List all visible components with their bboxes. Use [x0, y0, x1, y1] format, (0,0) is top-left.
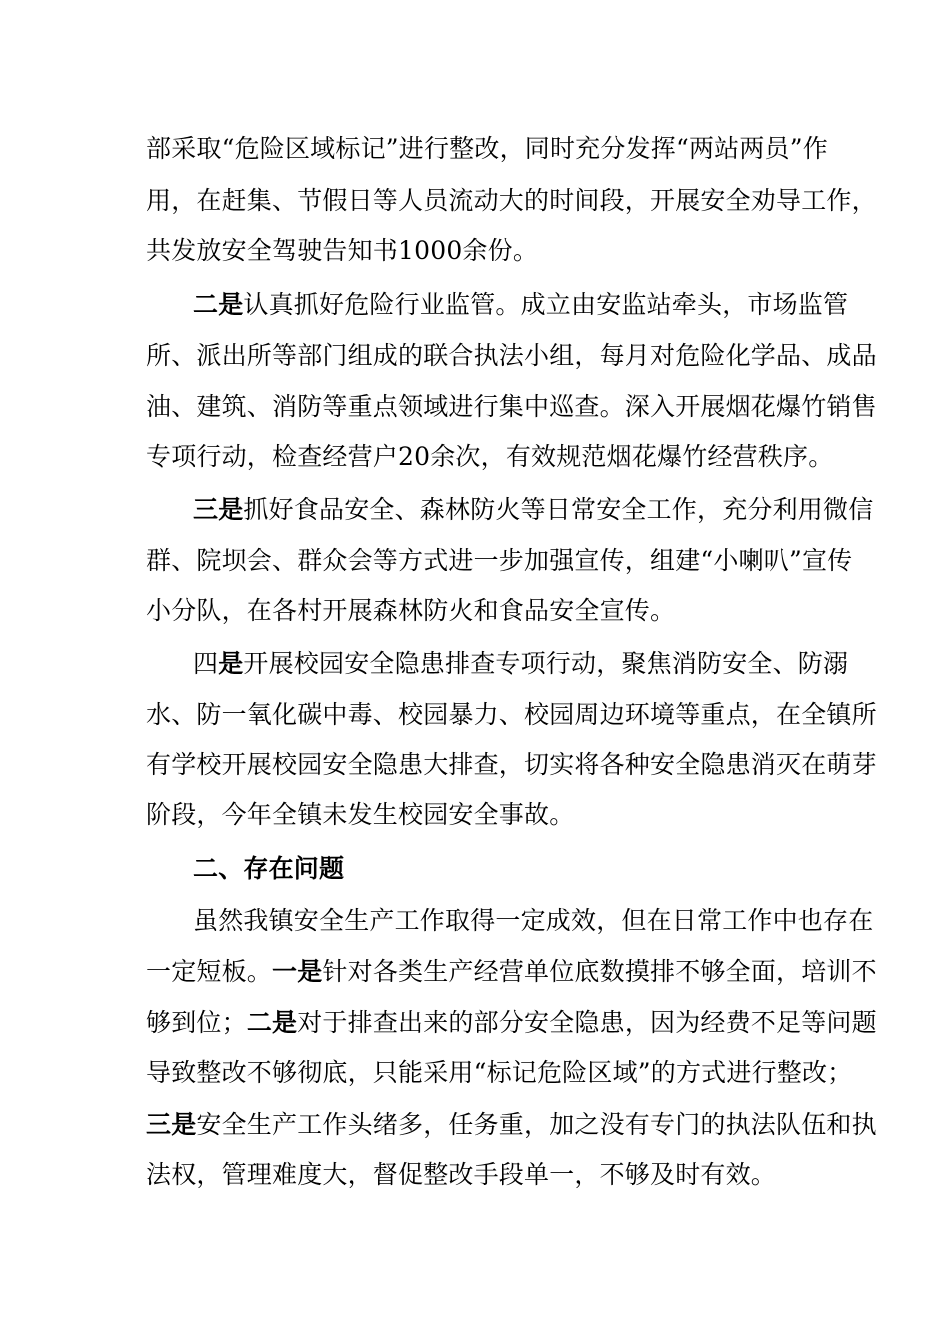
- point-marker: 是: [218, 649, 244, 678]
- paragraph-line: [146, 1008, 877, 1038]
- paragraph-line: 用，在赶集、节假日等人员流动大的时间段，开展安全劝导工作，: [146, 186, 877, 215]
- paragraph-line: 导致整改不够彻底，只能采用“标记危险区域”的方式进行整改；: [146, 1058, 853, 1087]
- paragraph-text: 对于排查出来的部分安全隐患，因为经费不足等问题: [297, 1008, 877, 1037]
- section-heading: 二、存在问题: [193, 854, 345, 883]
- point-marker: 二是: [193, 290, 244, 319]
- point-marker: 二是: [246, 1008, 298, 1037]
- paragraph-line: 共发放安全驾驶告知书1000余份。: [146, 236, 539, 265]
- paragraph-line: 有学校开展校园安全隐患大排查，切实将各种安全隐患消灭在萌芽: [146, 750, 877, 779]
- point-marker: 三是: [146, 1110, 197, 1139]
- paragraph-line: [193, 495, 874, 525]
- paragraph-text: 认真抓好危险行业监管。成立由安监站牵头，市场监管: [243, 290, 849, 319]
- paragraph-line: 法权，管理难度大，督促整改手段单一，不够及时有效。: [146, 1160, 777, 1189]
- paragraph-line: 专项行动，检查经营户20余次，有效规范烟花爆竹经营秩序。: [146, 442, 834, 471]
- paragraph-text: 抓好食品安全、森林防火等日常安全工作，充分利用微信: [243, 495, 874, 524]
- paragraph-line: 部采取“危险区域标记”进行整改，同时充分发挥“两站两员”作: [146, 134, 828, 163]
- paragraph-line: 阶段，今年全镇未发生校园安全事故。: [146, 800, 575, 829]
- paragraph-line: 虽然我镇安全生产工作取得一定成效，但在日常工作中也存在: [193, 906, 874, 935]
- paragraph-line: 小分队，在各村开展森林防火和食品安全宣传。: [146, 596, 676, 625]
- paragraph-line: [193, 290, 849, 320]
- paragraph-line: [146, 1110, 877, 1140]
- paragraph-line: 所、派出所等部门组成的联合执法小组，每月对危险化学品、成品: [146, 341, 877, 370]
- paragraph-text: 够到位；: [146, 1008, 247, 1037]
- point-marker: 一是: [272, 957, 323, 986]
- paragraph-line: 水、防一氧化碳中毒、校园暴力、校园周边环境等重点，在全镇所: [146, 700, 877, 729]
- point-marker: 四: [193, 649, 219, 678]
- paragraph-text: 一定短板。: [146, 957, 273, 986]
- paragraph-line: 油、建筑、消防等重点领域进行集中巡查。深入开展烟花爆竹销售: [146, 392, 877, 421]
- paragraph-line: [146, 957, 877, 987]
- paragraph-text: 安全生产工作头绪多，任务重，加之没有专门的执法队伍和执: [196, 1110, 877, 1139]
- point-marker: 三是: [193, 495, 244, 524]
- paragraph-line: 群、院坝会、群众会等方式进一步加强宣传，组建“小喇叭”宣传: [146, 546, 853, 575]
- paragraph-line: [193, 649, 849, 679]
- paragraph-text: 针对各类生产经营单位底数摸排不够全面，培训不: [322, 957, 877, 986]
- paragraph-text: 开展校园安全隐患排查专项行动，聚焦消防安全、防溺: [243, 649, 849, 678]
